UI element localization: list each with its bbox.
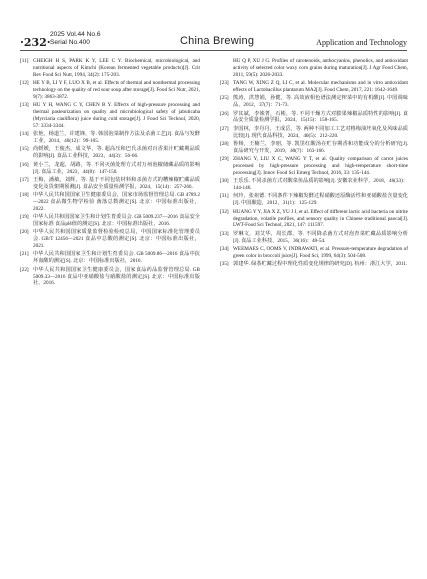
reference-number: [18] bbox=[20, 192, 29, 199]
reference-item bbox=[20, 131, 200, 145]
reference-item bbox=[220, 111, 408, 125]
reference-number: [30] bbox=[220, 178, 229, 185]
reference-text: 郭建华. 绿茶贮藏过程中理化性质变化规律的研究[D]. 杭州：浙江大学，2011. bbox=[233, 261, 408, 268]
reference-item bbox=[220, 126, 408, 140]
reference-text: 张艳，杨道兰，许建锋，等. 韩国泡菜制作方法及杀菌工艺[J]. 食品与发酵工业，2014，40(12)：99-105. bbox=[33, 131, 200, 145]
reference-item bbox=[220, 141, 408, 155]
reference-item bbox=[20, 229, 200, 250]
reference-text: 鲁杨，王楠兰，李朋，等. 凯里红酸汤在贮存期香和功能成分的分析研究[J]. 食品研究与开发，2019，40(7)：163-166. bbox=[233, 140, 408, 154]
reference-number: [19] bbox=[20, 214, 29, 221]
section-title: Application and Technology bbox=[316, 38, 407, 47]
reference-text: 中华人民共和国国家卫生和计划生育委员会. GB 5009.237—2016 食品安全国家标准 食品pH值的测定[S]. 北京：中国标准出版社，2016. bbox=[33, 214, 200, 228]
reference-item bbox=[220, 80, 408, 94]
reference-text: 罗其斌，李姝菁，石彬，等. 不同干燥方式对膨果辣椒品质特性的影响[J]. 食品安全质量检测学报，2024，15(15)：158-165. bbox=[233, 110, 408, 124]
reference-text: 中华人民共和国国家卫生健康委员会，国家市场监督管理总局. GB 4789.2—2022 食品微生物学检验 菌落总数测定[S]. 北京：中国标准出版社，2022. bbox=[33, 192, 200, 212]
reference-number: [32] bbox=[220, 208, 229, 215]
reference-item bbox=[220, 95, 408, 109]
journal-title: China Brewing bbox=[180, 35, 255, 47]
reference-item bbox=[20, 102, 200, 130]
reference-number: [27] bbox=[220, 125, 229, 132]
page-number: ·232· bbox=[20, 36, 51, 49]
reference-item bbox=[20, 214, 200, 228]
reference-text: 李国林，李丹丹，王成岳，等. 两种不同加工工艺对格梅油坯氧化及风味品质比较[J]. 现代食品科技，2024，40(5)：212-220. bbox=[233, 125, 408, 139]
reference-text: 中华人民共和国国家质量监督检验检疫总局，中国国家标准化管理委员会. GB/T 12456—2021 食品中总酸的测定[S]. 北京：中国标准出版社，2021. bbox=[33, 229, 200, 250]
reference-number: [13] bbox=[20, 102, 29, 109]
reference-number: [12] bbox=[20, 80, 29, 87]
reference-item bbox=[20, 251, 200, 265]
header-rule bbox=[20, 50, 407, 51]
reference-number: [11] bbox=[20, 58, 29, 64]
reference-item bbox=[220, 231, 408, 245]
reference-number: [31] bbox=[220, 193, 229, 200]
reference-text: HE Y B, LI Y F, LUO X B, et al. Effects of thermal and nonthermal processing technology on the quality of red sour soup after storage[J]. Food Sci Nutr, 2021, 9(7): 3863-3872. bbox=[33, 80, 200, 100]
reference-item bbox=[220, 156, 408, 177]
reference-text: ZHANG Y, LIU X C, WANG Y T, et al. Quality comparison of carrot juices processed by high-pressure processing and high-temperature short-time processing[J]. Innov Food Sci Emerg Technol, 2016, 33: 135-144. bbox=[233, 156, 408, 176]
reference-text: 熊涛，洪慧娟，孙健，等. 高效液相色谱法测定榨菜中的有机酸[J]. 中国调味品，2012，37(7)：71-73. bbox=[233, 95, 408, 109]
reference-number: [25] bbox=[220, 95, 229, 102]
reference-number: [21] bbox=[20, 251, 29, 258]
reference-text: 何玲，张祖德. 不同条件下辣椒发酵过程硝酸还原酶活性和亚硝酸盐含量变化[J]. 中国酿造，2012，31(1)：125-129. bbox=[233, 193, 408, 207]
reference-item bbox=[220, 178, 408, 192]
reference-number: [26] bbox=[220, 110, 229, 117]
reference-item bbox=[20, 192, 200, 213]
reference-number: [22] bbox=[20, 266, 29, 273]
page-header bbox=[20, 0, 407, 49]
reference-text: HUANG Y Y, JIA X Z, YU J J, et al. Effect of different lactic acid bacteria on nitrite degradation, volatile profiles, and sensory quality in Chinese traditional paocai[J]. LWT-Food Sci Technol, 2021, 147: 111597. bbox=[233, 208, 408, 229]
reference-item bbox=[20, 58, 200, 79]
reference-number: [15] bbox=[20, 146, 29, 153]
reference-number: [28] bbox=[220, 140, 229, 147]
reference-text: CHEIGH H S, PARK K Y, LEE C Y. Biochemical, microbiological, and nutritional aspects of Kimchi (Korean fermented vegetable products)[J]. Crit Rev Food Sci Nutr, 1994, 34(2): 175-203. bbox=[33, 58, 200, 78]
reference-text: 尚媛媛，王俊杰，成文华，等. 超高压和巴氏杀菌对百香果汁贮藏期品质的影响[J]. 食品工业科技，2023，44(3)：56-66. bbox=[33, 146, 200, 160]
issue-info bbox=[50, 31, 101, 47]
reference-number: [33] bbox=[220, 230, 229, 237]
reference-number: [23] bbox=[220, 80, 229, 87]
reference-text: TANG W, XING Z Q, LI C, et al. Molecular mechanisms and in vitro antioxidant effects of Lactobacillus plantarum MA2[J]. Food Chem, 2017, 221: 1642-1649. bbox=[233, 80, 408, 94]
reference-item bbox=[20, 267, 200, 288]
reference-number: [17] bbox=[20, 176, 29, 183]
reference-number: [16] bbox=[20, 161, 29, 168]
references-right-column bbox=[220, 58, 408, 269]
reference-item bbox=[220, 246, 408, 260]
reference-item bbox=[20, 146, 200, 160]
reference-text: 中华人民共和国国家卫生和计划生育委员会. GB 5009.86—2016 食品中抗坏血酸的测定[S]. 北京：中国标准出版社，2016. bbox=[33, 251, 200, 265]
reference-text: 中华人民共和国国家卫生健康委员会，国家食品药品监督管理总局. GB 5009.33—2016 食品中亚硝酸盐与硝酸盐的测定[S]. 北京：中国标准出版社，2016. bbox=[33, 266, 200, 287]
reference-item bbox=[220, 209, 408, 230]
volume-issue: 2025 Vol.44 No.6 bbox=[50, 31, 101, 38]
reference-text: WEEMAES C, OOMS V, INDRAWATI, et al. Pressure-temperature degradation of green color in broccoli juice[J]. Food Sci, 1999, 64(3): 504-508. bbox=[233, 245, 408, 259]
serial-number: Serial No.400 bbox=[50, 39, 90, 46]
reference-item bbox=[20, 80, 200, 101]
reference-number: [34] bbox=[220, 245, 229, 252]
reference-number bbox=[220, 58, 233, 79]
reference-text: 王梅，潘敏，刘辉，等. 基于不同包装材料和杀菌方式的糟辣椒贮藏品质变化及货架期预测[J]. 食品安全质量检测学报，2024，15(14)：257-266. bbox=[33, 176, 200, 190]
reference-text: 黄小兰，龙超，胡路，等. 不同灭菌处理方式对万州泡椒储藏品质的影响[J]. 食品工业，2023，44(8)：147-150. bbox=[33, 161, 200, 175]
reference-item bbox=[220, 58, 408, 79]
reference-text: HU Q P, XU J G. Profiles of carotenoids, anthocyanins, phenolics, and antioxidant activity of selected color waxy corn grains during maturation[J]. J Agr Food Chem, 2011, 59(5): 2026-2033. bbox=[233, 58, 408, 78]
reference-number: [20] bbox=[20, 229, 29, 236]
reference-number: [14] bbox=[20, 131, 29, 138]
reference-item bbox=[20, 177, 200, 191]
reference-text: 罗琳文，刘艾华，周长郡，等. 不同降杀菌方式对泡青菜贮藏品质影响分析[J]. 食品工业科技，2015，36(16)：48-54. bbox=[233, 230, 408, 244]
reference-text: 王乐乐. 不同杀菌方式对酸菜鱼品质的影响[J]. 安徽农业科学，2018，46(33)：144-146. bbox=[233, 178, 408, 192]
reference-item bbox=[220, 193, 408, 207]
reference-item bbox=[20, 162, 200, 176]
reference-text: HU Y H, WANG C Y, CHEN B Y. Effects of high-pressure processing and thermal pasteurization on quality and microbiological safety of jabuticaba (Myrciaria cauliflora) juice during cold storage[J]. J Food Sci Technol, 2020, 57: 3334-3344. bbox=[33, 102, 200, 129]
reference-item bbox=[220, 261, 408, 268]
reference-number: [35] bbox=[220, 261, 229, 268]
reference-number: [29] bbox=[220, 156, 229, 163]
references-left-column bbox=[20, 58, 200, 289]
